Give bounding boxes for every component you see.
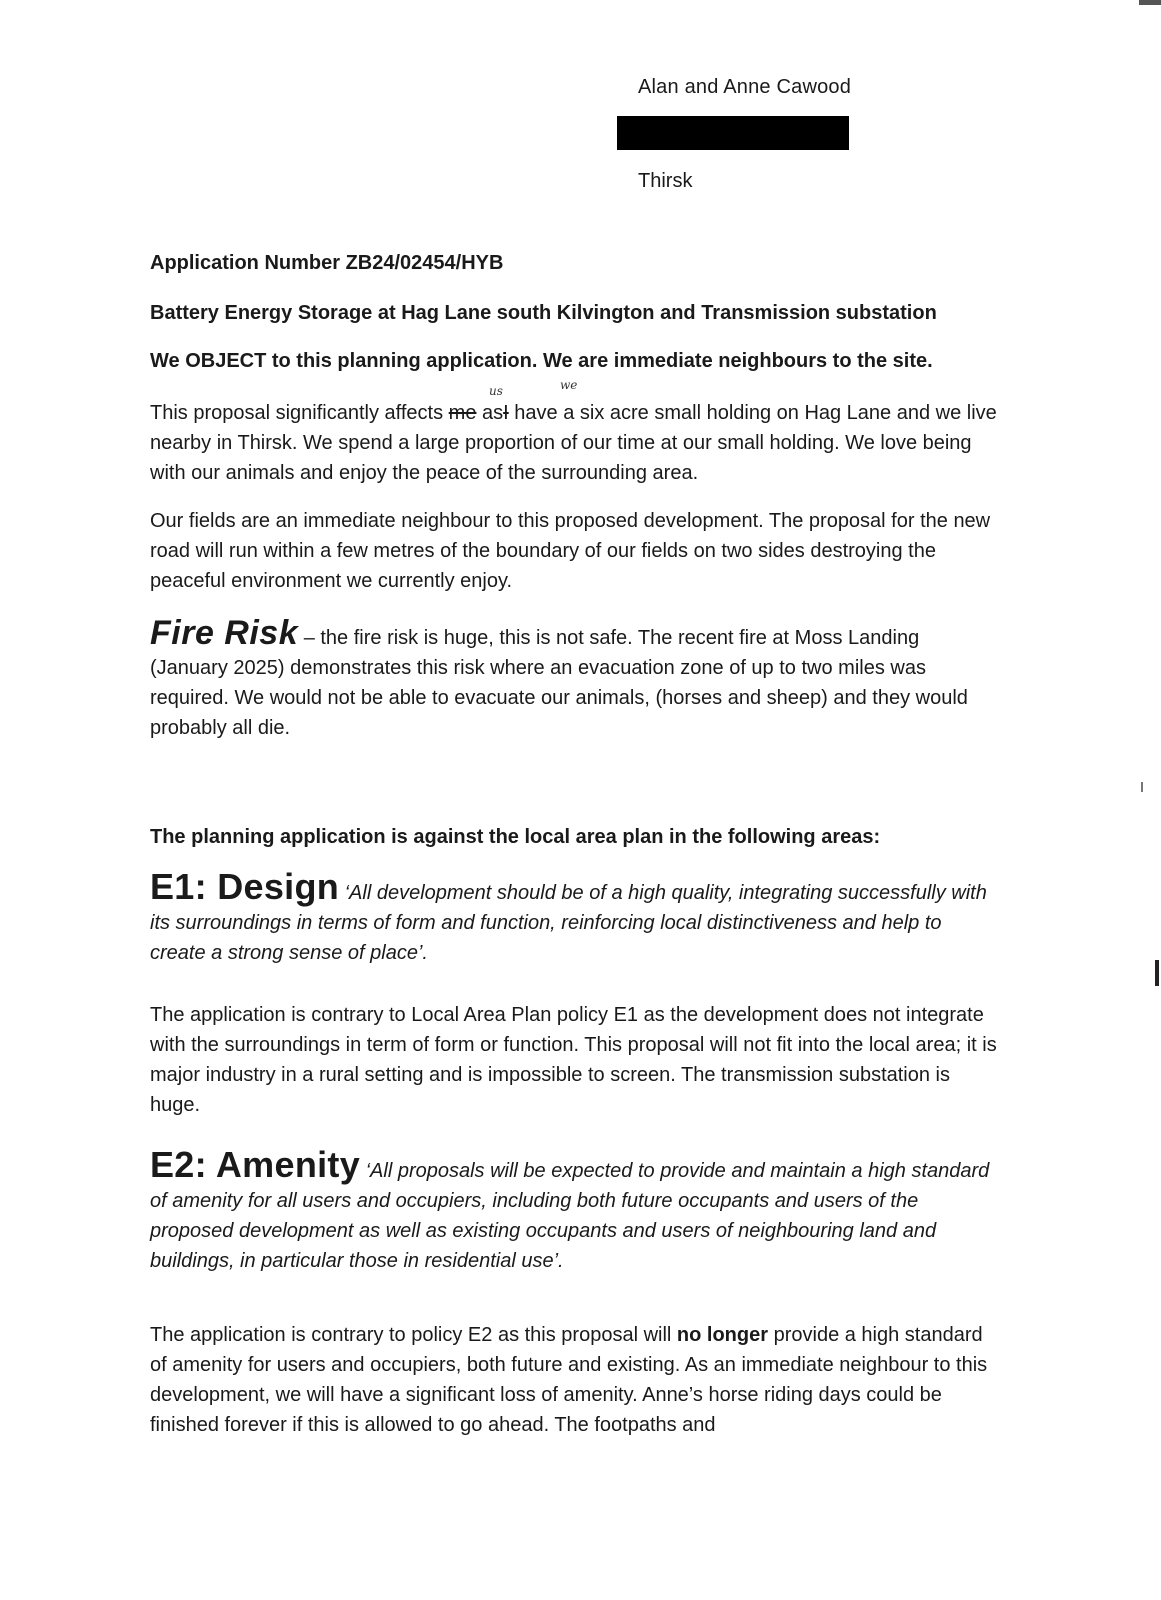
p1-struck-i: I <box>503 402 509 424</box>
e2-text-a: The application is contrary to policy E2 as this proposal will <box>150 1324 672 1346</box>
objection-statement <box>150 350 1000 373</box>
e1-quote: ‘All development should be of a high quality, integrating successfully with its surroundings in terms of form and function, reinforcing local distinctiveness and help to create a strong sense of place’. <box>150 882 987 964</box>
application-subject <box>150 302 1000 325</box>
application-number <box>150 252 1000 275</box>
objection-text: We OBJECT to this planning application. We are immediate neighbours to the site. <box>150 350 933 372</box>
e1-title: E1: Design <box>150 866 340 907</box>
plan-heading <box>150 826 1000 849</box>
paragraph-fields <box>150 506 1000 596</box>
e2-quote: ‘All proposals will be expected to provide and maintain a high standard of amenity for all users and occupiers, including both future occupants and users of the proposed development as well as existing occupants and users of neighbouring land and buildings, in particular those in residential use’. <box>150 1160 990 1272</box>
scan-edge-tick <box>1141 782 1143 792</box>
e1-text: The application is contrary to Local Area Plan policy E1 as the development does not integrate with the surroundings in term of form or function. This proposal will not fit into the local area; it is major industry in a rural setting and is impossible to screen. The transmission substation is huge. <box>150 1004 997 1116</box>
e2-argument <box>150 1320 1000 1440</box>
sender-town: Thirsk <box>638 170 693 192</box>
scan-edge-tick <box>1155 960 1159 986</box>
section-e2-amenity <box>150 1144 1000 1276</box>
application-subject-text: Battery Energy Storage at Hag Lane south Kilvington and Transmission substation <box>150 302 937 324</box>
handwritten-correction-us: us <box>489 384 503 398</box>
scan-edge-mark <box>1139 0 1161 5</box>
sender-name: Alan and Anne Cawood <box>638 76 852 98</box>
p1-text-c: have a six acre small holding on Hag Lane and we live nearby in Thirsk. We spend a large proportion of our time at our small holding. We love being with our animals and enjoy the peace of the surrounding area. <box>150 402 997 484</box>
plan-heading-text: The planning application is against the local area plan in the following areas: <box>150 826 881 848</box>
paragraph-smallholding <box>150 398 1000 488</box>
section-e1-design <box>150 866 1000 968</box>
redacted-address <box>617 116 849 150</box>
fire-risk-text: – the fire risk is huge, this is not safe. The recent fire at Moss Landing (January 2025) demonstrates this risk where an evacuation zone of up to two miles was required. We would not be able to evacuate our animals, (horses and sheep) and they would probably all die. <box>150 627 968 739</box>
p2-text: Our fields are an immediate neighbour to this proposed development. The proposal for the new road will run within a few metres of the boundary of our fields on two sides destroying the peaceful environment we currently enjoy. <box>150 510 991 592</box>
p1-struck-me: me <box>448 402 477 424</box>
e2-title: E2: Amenity <box>150 1144 361 1185</box>
section-fire-risk <box>150 614 1000 743</box>
application-number-text: Application Number ZB24/02454/HYB <box>150 252 504 274</box>
p1-text-b: as <box>482 402 504 424</box>
e2-text-emphasis: no longer <box>676 1324 769 1346</box>
handwritten-correction-we: we <box>560 378 578 392</box>
p1-text-a: This proposal significantly affects <box>150 402 444 424</box>
fire-risk-title: Fire Risk <box>150 614 299 652</box>
e1-argument <box>150 1000 1000 1120</box>
e2-text-b: provide a high standard of amenity for users and occupiers, both future and existing. As an immediate neighbour to this development, we will have a significant loss of amenity. Anne’s horse riding days could be finished forever if this is allowed to go ahead. The footpaths and <box>150 1324 988 1436</box>
